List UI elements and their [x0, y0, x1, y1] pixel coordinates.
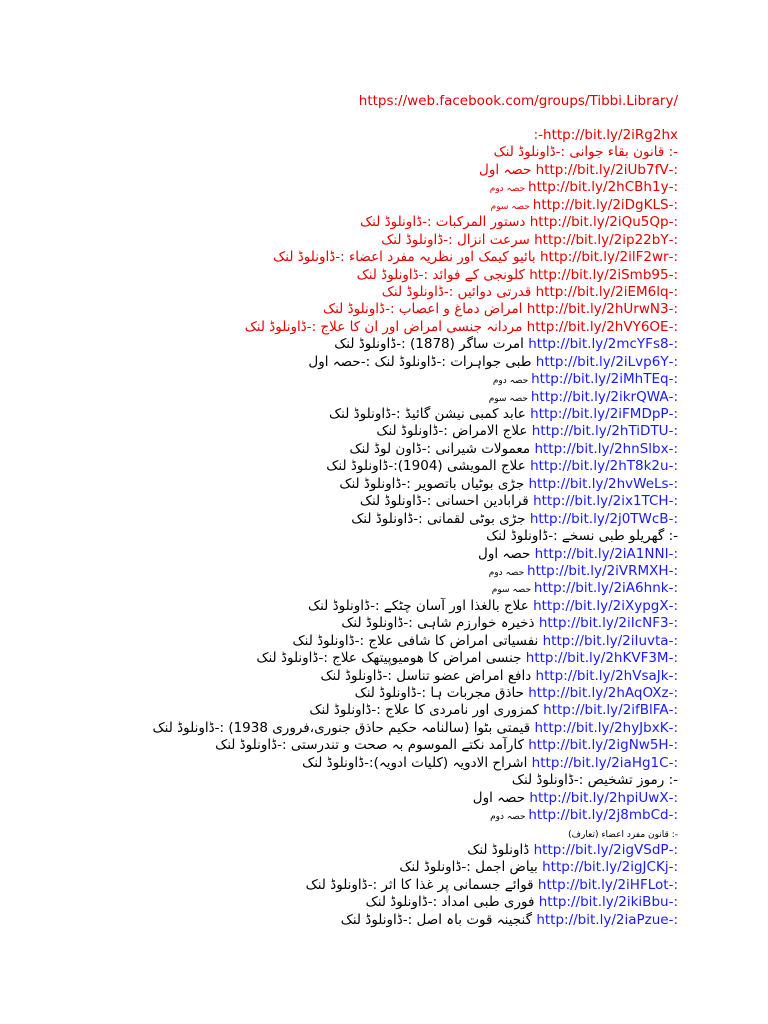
link-prefix: :- [668, 876, 678, 893]
entry-title: قوائے جسمانی پر غذا کا اثر :-ڈاونلوڈ لنک [305, 876, 538, 893]
list-item [18, 877, 678, 894]
link-prefix: :- [668, 859, 678, 876]
link-prefix: :- [668, 423, 678, 440]
link-prefix: :- [668, 562, 678, 579]
download-link[interactable]: http://bit.ly/2hTiDTU [531, 423, 669, 440]
download-link[interactable]: http://bit.ly/2ip22bY [534, 231, 669, 248]
download-link[interactable]: http://bit.ly/2iVRMXH [527, 562, 669, 579]
list-item [18, 319, 678, 336]
entry-title: قیمتی بٹوا (سالنامہ حکیم حاذق جنوری،فروری 1938) :-ڈاونلوڈ لنک [152, 719, 535, 736]
link-prefix: :- [668, 702, 678, 719]
link-prefix: :- [668, 911, 678, 928]
list-item [18, 546, 678, 563]
download-link[interactable]: http://bit.ly/2iIcNF3 [538, 615, 669, 632]
list-item [18, 179, 678, 196]
download-link[interactable]: http://bit.ly/2igVSdP [533, 841, 669, 858]
entry-title: جنسی امراض کا ھومیوپیتھک علاج :-ڈاونلوڈ لنک [256, 650, 526, 667]
download-link[interactable]: http://bit.ly/2hUrwN3 [526, 301, 669, 318]
entry-title: طبی جواہرات :-ڈاونلوڈ لنک :-حصہ اول [308, 353, 536, 370]
entry-title: -: قانون بقاء جوانی :-ڈاونلوڈ لنک [493, 144, 678, 161]
link-prefix: :- [668, 754, 678, 771]
link-prefix: :- [668, 336, 678, 353]
list-item [18, 162, 678, 179]
list-item [18, 197, 678, 214]
list-item [18, 371, 678, 388]
link-prefix: :- [668, 440, 678, 457]
list-item [18, 755, 678, 772]
download-link[interactable]: http://bit.ly/2iIuvta [542, 632, 669, 649]
link-prefix: :- [668, 615, 678, 632]
entry-title: حصہ دوم [492, 376, 532, 387]
entry-title: نفسیاتی امراض کا شافی علاج :-ڈاونلوڈ لنک [292, 632, 543, 649]
list-item [18, 598, 678, 615]
link-prefix: :- [668, 667, 678, 684]
link-prefix: :- [668, 458, 678, 475]
entry-title: حصہ سوم [491, 585, 534, 596]
entry-title: گنجینہ قوت باہ اصل :-ڈاونلوڈ لنک [340, 911, 537, 928]
download-link[interactable]: http://bit.ly/2iFMDpP [530, 406, 669, 422]
entry-title: بیاض اجمل :-ڈاونلوڈ لنک [399, 859, 543, 876]
entry-title: حصہ اول [479, 161, 536, 178]
list-item [18, 685, 678, 702]
download-link[interactable]: http://bit.ly/2hnSlbx [534, 440, 669, 457]
list-item [18, 406, 678, 423]
download-link[interactable]: http://bit.ly/2iMhTEq [531, 371, 669, 388]
entry-title: کلونجی کے فوائد :-ڈاونلوڈ لنک [356, 266, 530, 283]
entry-title: کارآمد نکتے الموسوم بہ صحت و تندرستی :-ڈاونلوڈ لنک [215, 737, 529, 754]
list-item [18, 441, 678, 458]
entry-title: معمولات شیرانی :-ڈاون لوڈ لنک [349, 440, 535, 457]
download-link[interactable]: http://bit.ly/2ikiBbu [538, 894, 669, 911]
entry-title: حاذق مجربات ہا :-ڈاونلوڈ لنک [354, 685, 529, 701]
list-item [18, 790, 678, 807]
link-prefix: :- [668, 737, 678, 754]
download-link[interactable]: http://bit.ly/2ikrQWA [530, 388, 669, 405]
link-prefix: :- [668, 214, 678, 231]
list-item [18, 633, 678, 650]
list-item [18, 737, 678, 754]
link-prefix: :- [668, 179, 678, 196]
download-link[interactable]: http://bit.ly/2iQu5Qp [529, 214, 669, 231]
link-prefix: :- [668, 580, 678, 597]
download-link[interactable]: http://bit.ly/2iA6hnk [533, 580, 669, 597]
link-prefix: :- [668, 493, 678, 510]
link-prefix: :- [668, 632, 678, 649]
list-item [18, 249, 678, 266]
link-prefix: :- [668, 894, 678, 911]
entry-title: علاج بالغذا اور آسان چٹکے :-ڈاونلوڈ لنک [308, 597, 534, 614]
entry-title: -: رموز تشخیص :-ڈاونلوڈ لنک [511, 772, 678, 789]
link-prefix: :- [668, 371, 678, 388]
facebook-group-link[interactable]: https://web.facebook.com/groups/Tibbi.Library/ [358, 93, 678, 109]
download-link[interactable]: http://bit.ly/2iaPzue [536, 911, 669, 928]
entry-title: حصہ اول [478, 545, 535, 562]
download-link[interactable]: http://bit.ly/2iDgKLS [532, 196, 669, 213]
link-prefix: :- [668, 719, 678, 736]
link-prefix: :- [668, 545, 678, 562]
entry-title: علاج المویشی (1904):-ڈاونلوڈ لنک [326, 458, 531, 475]
list-item [18, 493, 678, 510]
list-item [18, 423, 678, 440]
entry-title: عابد کمبی نیشن گائیڈ :-ڈاونلوڈ لنک [329, 406, 531, 422]
entry-title: دافع امراض عضو تناسل :-ڈاونلوڈ لنک [320, 667, 536, 684]
download-link[interactable]: http://bit.ly/2hVY6OE [526, 318, 669, 335]
download-link[interactable]: http://bit.ly/2ilF2wr [539, 249, 669, 266]
entry-title: حصہ اول [472, 789, 530, 806]
download-link[interactable]: http://bit.ly/2hvWeLs [528, 475, 669, 492]
download-link[interactable]: http://bit.ly/2iA1NNI [534, 545, 669, 562]
list-item [18, 284, 678, 301]
download-link[interactable]: http://bit.ly/2hVsaJk [535, 667, 669, 684]
entry-title: -: قانون مفرد اعضاء (تعارف) [568, 829, 678, 840]
list-item [18, 144, 678, 161]
list-item [18, 267, 678, 284]
entry-title: حصہ سوم [488, 393, 531, 404]
link-prefix: :- [668, 301, 678, 318]
link-prefix: :- [668, 196, 678, 213]
link-prefix: :- [668, 283, 678, 300]
entry-title: -: گھریلو طبی نسخے :-ڈاونلوڈ لنک [486, 528, 678, 545]
link-prefix: :- [668, 597, 678, 614]
download-link[interactable]: http://bit.ly/2ix1TCH [533, 493, 669, 510]
list-item [18, 859, 678, 876]
entry-title: ڈاونلوڈ لنک [467, 841, 534, 858]
download-link[interactable]: http://bit.ly/2hpiUwX [529, 789, 669, 806]
entry-title: سرعت انزال :-ڈاونلوڈ لنک [381, 231, 535, 248]
entry-title: مردانہ جنسی امراض اور ان کا علاج :-ڈاونلوڈ لنک [244, 318, 527, 335]
entry-title: اشراح الادویہ (کلیات ادویہ):-ڈاونلوڈ لنک [302, 754, 532, 771]
list-item [18, 214, 678, 231]
entry-title: ذخیرہ خوارزم شاہی :-ڈاونلوڈ لنک [341, 615, 539, 632]
link-prefix: :- [533, 127, 544, 143]
list-item [18, 702, 678, 719]
download-link[interactable]: http://bit.ly/2mcYFs8 [528, 336, 669, 353]
download-link[interactable]: http://bit.ly/2iUb7fV [535, 161, 669, 178]
list-item [18, 336, 678, 353]
link-prefix: :- [668, 161, 678, 178]
list-item [18, 807, 678, 824]
download-link-list [18, 127, 678, 929]
download-link[interactable]: http://bit.ly/2iXypgX [533, 597, 669, 614]
entry-title: کمزوری اور نامردی کا علاج :-ڈاونلوڈ لنک [309, 702, 544, 719]
link-prefix: :- [668, 789, 678, 806]
download-link[interactable]: http://bit.ly/2iaHg1C [531, 754, 669, 771]
download-link[interactable]: http://bit.ly/2ifBlFA [543, 702, 669, 719]
list-item [18, 668, 678, 685]
entry-title: فوری طبی امداد :-ڈاونلوڈ لنک [365, 894, 539, 911]
list-item [18, 912, 678, 929]
entry-title: دستور المرکبات :-ڈاونلوڈ لنک [360, 214, 530, 231]
download-link[interactable]: http://bit.ly/2hKVF3M [525, 650, 669, 667]
link-prefix: :- [668, 388, 678, 405]
entry-title: حصہ دوم [490, 812, 529, 823]
download-link[interactable]: http://bit.ly/2hCBh1y [528, 179, 669, 196]
list-item [18, 720, 678, 737]
list-item [18, 842, 678, 859]
list-item [18, 511, 678, 528]
link-prefix: :- [668, 475, 678, 492]
entry-title: حصہ سوم [490, 201, 533, 212]
download-link[interactable]: http://bit.ly/2j0TWcB [529, 510, 669, 527]
link-prefix: :- [668, 807, 678, 824]
download-link[interactable]: http://bit.ly/2iHFLot [537, 876, 669, 893]
link-prefix: :- [668, 841, 678, 858]
entry-title: جڑی بوٹی لقمانی :-ڈاونلوڈ لنک [351, 510, 530, 527]
list-item [18, 825, 678, 842]
list-item [18, 563, 678, 580]
entry-title: علاج الامراض :-ڈاونلوڈ لنک [376, 423, 532, 440]
list-item [18, 354, 678, 371]
list-item [18, 894, 678, 911]
download-link[interactable]: http://bit.ly/2hyJbxK [534, 719, 669, 736]
entry-title: قرابادین احسانی :-ڈاونلوڈ لنک [359, 493, 534, 510]
list-item [18, 476, 678, 493]
download-link[interactable]: http://bit.ly/2iEM6lq [535, 283, 669, 300]
entry-title: حصہ دوم [489, 184, 529, 195]
list-item [18, 772, 678, 789]
list-item [18, 389, 678, 406]
download-link[interactable]: http://bit.ly/2hAqOXz [528, 685, 669, 701]
link-prefix: :- [668, 231, 678, 248]
list-item [18, 580, 678, 597]
entry-title: جڑی بوٹیاں باتصویر :-ڈاونلوڈ لنک [339, 475, 529, 492]
entry-title: حصہ دوم [488, 567, 528, 578]
download-link[interactable]: http://bit.ly/2iSmb95 [529, 266, 669, 283]
entry-title: قدرتی دوائیں :-ڈاونلوڈ لنک [381, 283, 536, 300]
download-link[interactable]: http://bit.ly/2hT8k2u [530, 458, 669, 475]
list-item [18, 528, 678, 545]
entry-title: امراض دماغ و اعصاب :-ڈاونلوڈ لنک [323, 301, 527, 318]
download-link[interactable]: http://bit.ly/2iLvp6Y [535, 353, 669, 370]
list-item [18, 458, 678, 475]
list-item [18, 232, 678, 249]
link-prefix: :- [668, 318, 678, 335]
list-item [18, 615, 678, 632]
list-item [18, 650, 678, 667]
download-link[interactable]: http://bit.ly/2j8mbCd [528, 807, 669, 824]
link-prefix: :- [668, 353, 678, 370]
link-prefix: :- [668, 685, 678, 701]
download-link[interactable]: http://bit.ly/2igNw5H [528, 737, 669, 754]
download-link[interactable]: http://bit.ly/2igJCKj [542, 859, 669, 876]
link-prefix: :- [668, 266, 678, 283]
link-prefix: :- [668, 406, 678, 422]
link-prefix: :- [668, 249, 678, 266]
list-item [18, 127, 678, 144]
link-prefix: :- [668, 650, 678, 667]
entry-title: امرت ساگر (1878) :-ڈاونلوڈ لنک [334, 336, 529, 353]
link-prefix: :- [668, 510, 678, 527]
list-item [18, 301, 678, 318]
download-link[interactable]: http://bit.ly/2iRg2hx [543, 127, 678, 143]
entry-title: بائیو کیمک اور نظریہ مفرد اعضاء :-ڈاونلوڈ لنک [273, 249, 540, 266]
